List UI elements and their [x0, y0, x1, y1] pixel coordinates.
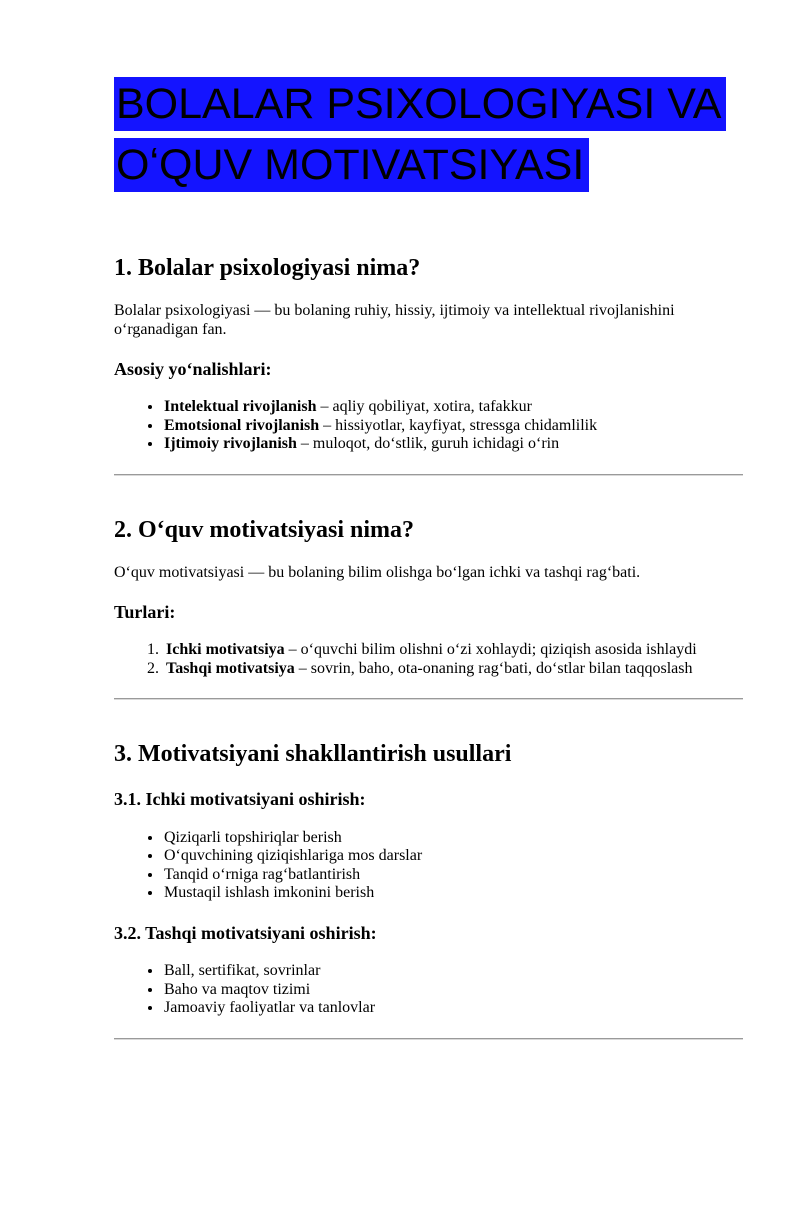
- list-item: • Qiziqarli topshiriqlar berish: [163, 829, 743, 848]
- document-title: [114, 74, 743, 196]
- section-1-paragraph: Bolalar psixologiyasi — bu bolaning ruhiy, hissiy, ijtimoiy va intellektual rivojlanishini oʻrganadigan fan.: [114, 301, 675, 338]
- section-3-2-subheading: 3.2. Tashqi motivatsiyani oshirish:: [114, 922, 377, 943]
- list-item: • Baho va maqtov tizimi: [163, 981, 743, 1000]
- section-2-numbered-list: [114, 641, 743, 678]
- section-2-paragraph: Oʻquv motivatsiyasi — bu bolaning bilim olishga boʻlgan ichki va tashqi ragʻbati.: [114, 563, 641, 581]
- document-page: [0, 74, 800, 1205]
- section-1-bullet-list: [114, 398, 743, 454]
- list-item: • Oʻquvchining qiziqishlariga mos darslar: [163, 847, 743, 866]
- section-3-1-bullet-list: [114, 829, 743, 903]
- title-highlight-line2: OʻQUV MOTIVATSIYASI: [114, 138, 589, 192]
- section-divider: [114, 1038, 743, 1040]
- title-highlight-line1: BOLALAR PSIXOLOGIYASI VA: [114, 77, 726, 131]
- list-item: • Tanqid oʻrniga ragʻbatlantirish: [163, 866, 743, 885]
- section-2-subheading: Turlari:: [114, 601, 176, 622]
- list-item: • Jamoaviy faoliyatlar va tanlovlar: [163, 999, 743, 1018]
- list-item: 2. Tashqi motivatsiya – sovrin, baho, ota-onaning ragʻbati, doʻstlar bilan taqqoslash: [163, 660, 743, 679]
- section-1-subheading: Asosiy yoʻnalishlari:: [114, 358, 272, 379]
- list-item: • Mustaqil ishlash imkonini berish: [163, 884, 743, 903]
- section-1-heading: 1. Bolalar psixologiyasi nima?: [114, 255, 421, 281]
- section-divider: [114, 698, 743, 700]
- section-divider: [114, 474, 743, 476]
- section-3-2-bullet-list: [114, 962, 743, 1018]
- list-item: 1. Ichki motivatsiya – oʻquvchi bilim olishni oʻzi xohlaydi; qiziqish asosida ishlaydi: [163, 641, 743, 660]
- section-3-heading: 3. Motivatsiyani shakllantirish usullari: [114, 741, 512, 768]
- list-item: • Ball, sertifikat, sovrinlar: [163, 962, 743, 981]
- section-2-heading: 2. Oʻquv motivatsiyasi nima?: [114, 516, 415, 543]
- list-item: • Ijtimoiy rivojlanish – muloqot, doʻstlik, guruh ichidagi oʻrin: [163, 435, 743, 454]
- list-item: • Emotsional rivojlanish – hissiyotlar, kayfiyat, stressga chidamlilik: [163, 417, 743, 436]
- list-item: • Intelektual rivojlanish – aqliy qobiliyat, xotira, tafakkur: [163, 398, 743, 417]
- section-3-1-subheading: 3.1. Ichki motivatsiyani oshirish:: [114, 789, 366, 810]
